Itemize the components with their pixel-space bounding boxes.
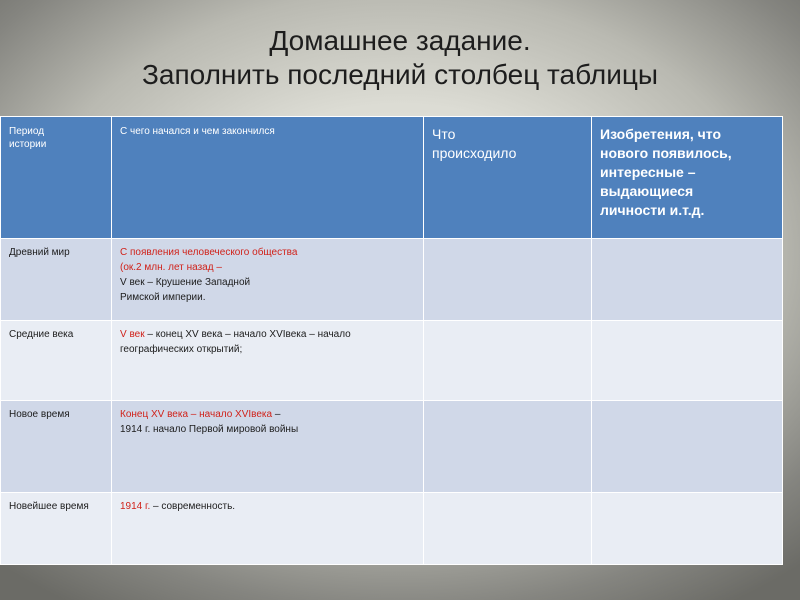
table-row-middle-ages (1, 321, 783, 401)
cell-span-contemporary (112, 493, 424, 565)
slide-title (0, 24, 800, 92)
header-happened (424, 117, 592, 239)
span-ancient-line-4: Римской империи. (120, 292, 206, 303)
table-row-contemporary (1, 493, 783, 565)
table-row-ancient (1, 239, 783, 321)
table-header-row (1, 117, 783, 239)
header-inventions-line-5: личности и.т.д. (600, 202, 705, 218)
cell-happened-contemporary[interactable] (424, 493, 592, 565)
header-period-line-2: истории (9, 139, 47, 150)
span-middle-ages-line-2: географических открытий; (120, 344, 243, 355)
span-modern-rest: – (272, 409, 281, 420)
table-row-modern (1, 401, 783, 493)
history-periods-table (0, 116, 783, 565)
span-middle-ages-rest: – конец XV века – начало XVIвека – начало (144, 329, 351, 340)
header-inventions-line-2: нового появилось, (600, 145, 732, 161)
header-period-line-1: Период (9, 126, 45, 137)
span-contemporary-start: 1914 г. (120, 501, 151, 512)
cell-inventions-contemporary[interactable] (592, 493, 783, 565)
span-ancient-line-1: С появления человеческого общества (120, 247, 298, 258)
cell-happened-modern[interactable] (424, 401, 592, 493)
cell-span-ancient (112, 239, 424, 321)
header-inventions-line-4: выдающиеся (600, 183, 694, 199)
cell-period-middle-ages: Средние века (1, 321, 112, 401)
span-ancient-line-3: V век – Крушение Западной (120, 277, 251, 288)
header-happened-line-2: происходило (432, 145, 517, 161)
span-ancient-line-2: (ок.2 млн. лет назад – (120, 262, 222, 273)
span-middle-ages-line-1 (120, 327, 419, 342)
span-modern-line-1 (120, 407, 419, 422)
span-modern-start: Конец XV века – начало XVIвека (120, 409, 273, 420)
cell-inventions-middle-ages[interactable] (592, 321, 783, 401)
cell-inventions-ancient[interactable] (592, 239, 783, 321)
header-inventions-line-3: интересные – (600, 164, 696, 180)
header-span-text: С чего начался и чем закончился (120, 126, 275, 137)
cell-period-contemporary: Новейшее время (1, 493, 112, 565)
header-period (1, 117, 112, 239)
span-contemporary-rest: – современность. (150, 501, 236, 512)
span-contemporary-line-1 (120, 499, 419, 514)
header-inventions (592, 117, 783, 239)
cell-happened-middle-ages[interactable] (424, 321, 592, 401)
cell-happened-ancient[interactable] (424, 239, 592, 321)
cell-inventions-modern[interactable] (592, 401, 783, 493)
span-modern-line-2: 1914 г. начало Первой мировой войны (120, 424, 299, 435)
cell-span-modern (112, 401, 424, 493)
cell-span-middle-ages (112, 321, 424, 401)
header-inventions-line-1: Изобретения, что (600, 126, 722, 142)
cell-period-ancient: Древний мир (1, 239, 112, 321)
span-middle-ages-start: V век (120, 329, 145, 340)
header-happened-line-1: Что (432, 126, 456, 142)
header-span (112, 117, 424, 239)
slide-title-line-2: Заполнить последний столбец таблицы (141, 59, 659, 90)
slide-title-line-1: Домашнее задание. (269, 25, 531, 56)
cell-period-modern: Новое время (1, 401, 112, 493)
